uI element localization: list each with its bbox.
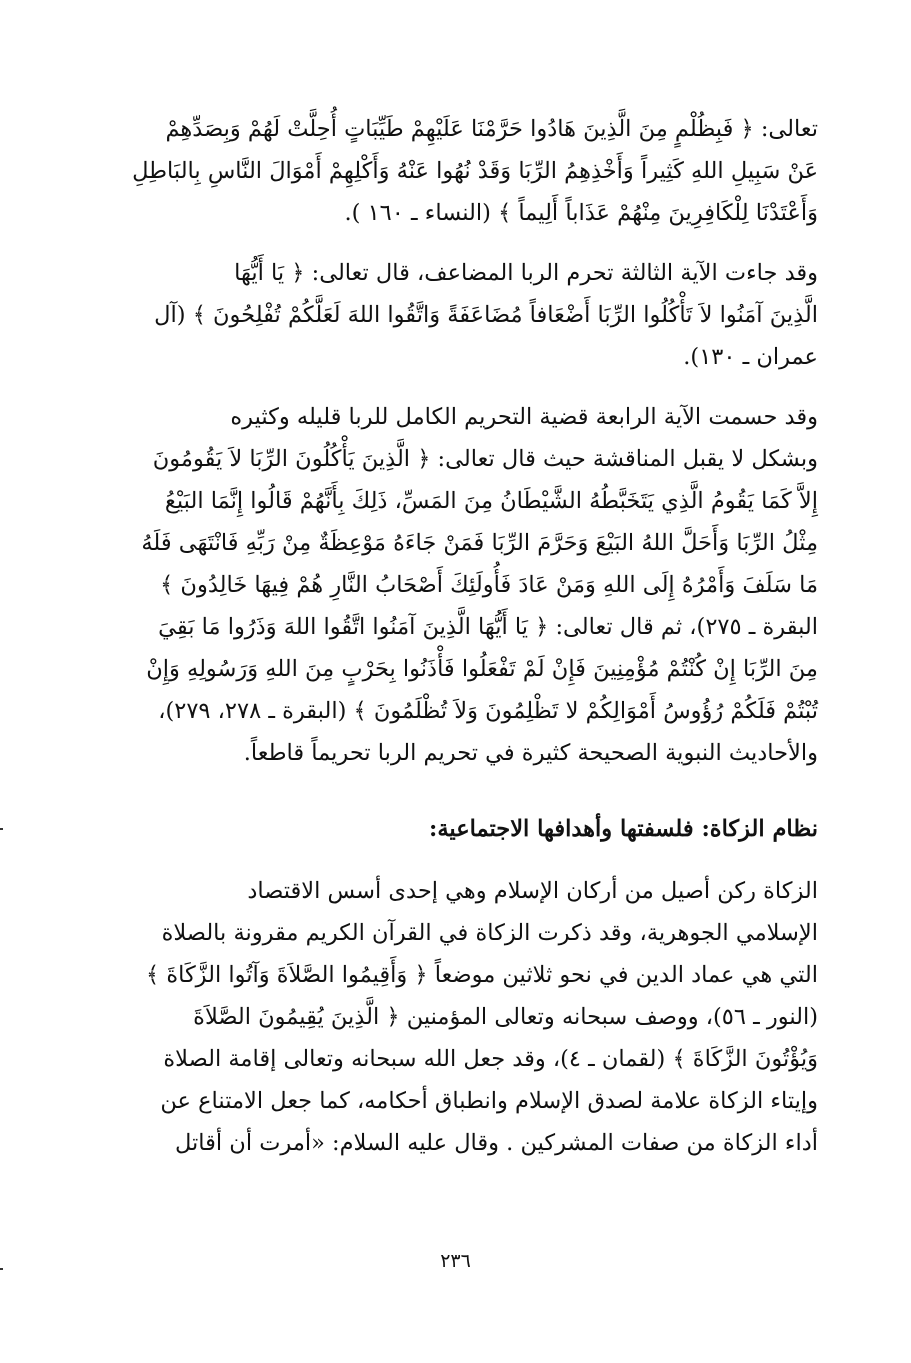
scan-margin-mark: [0, 1268, 3, 1270]
text-line: البقرة ـ ٢٧٥)، ثم قال تعالى: ﴿ يَا أَيُّهَا الَّذِينَ آمَنُوا اتَّقُوا اللهَ وَذَرُوا مَا بَقِيَ: [158, 614, 818, 640]
text-line: الَّذِينَ آمَنُوا لاَ تَأْكُلُوا الرِّبَا أَضْعَافاً مُضَاعَفَةً وَاتَّقُوا اللهَ لَعَلَّكُمْ تُفْلِحُونَ ﴾ (آل: [154, 302, 818, 328]
paragraph-1: [118, 108, 818, 234]
text-line: عمران ـ ١٣٠).: [683, 344, 818, 370]
text-line: (النور ـ ٥٦)، ووصف سبحانه وتعالى المؤمنين ﴿ الَّذِينَ يُقِيمُونَ الصَّلاَةَ: [193, 1004, 818, 1030]
text-line: إِلاَّ كَمَا يَقُومُ الَّذِي يَتَخَبَّطُهُ الشَّيْطَانُ مِنَ المَسِّ، ذَلِكَ بِأَنَّهُمْ قَالُوا إِنَّمَا البَيْعُ: [164, 488, 818, 514]
text-line: التي هي عماد الدين في نحو ثلاثين موضعاً ﴿ وَأَقِيمُوا الصَّلاَةَ وَآتُوا الزَّكَاةَ ﴾: [145, 962, 818, 988]
text-line: تعالى: ﴿ فَبِظُلْمٍ مِنَ الَّذِينَ هَادُوا حَرَّمْنَا عَلَيْهِمْ طَيِّبَاتٍ أُحِلَّتْ لَهُمْ وَبِصَدِّهِمْ: [165, 116, 818, 142]
page-body: [118, 108, 818, 1164]
page-number: ٢٣٦: [440, 1250, 471, 1272]
text-line: الإسلامي الجوهرية، وقد ذكرت الزكاة في القرآن الكريم مقرونة بالصلاة: [161, 920, 818, 946]
text-line: مِثْلُ الرِّبَا وَأَحَلَّ اللهُ البَيْعَ وَحَرَّمَ الرِّبَا فَمَنْ جَاءَهُ مَوْعِظَةٌ مِنْ رَبِّهِ فَانْتَهَى فَلَهُ: [141, 530, 818, 556]
text-line: مَا سَلَفَ وَأَمْرُهُ إِلَى اللهِ وَمَنْ عَادَ فَأُولَئِكَ أَصْحَابُ النَّارِ هُمْ فِيهَا خَالِدُونَ ﴾: [160, 572, 818, 598]
text-line: أداء الزكاة من صفات المشركين . وقال عليه السلام: «أمرت أن أقاتل: [174, 1130, 818, 1156]
text-line: وإيتاء الزكاة علامة لصدق الإسلام وانطباق أحكامه، كما جعل الامتناع عن: [160, 1088, 818, 1114]
text-line: وَيُؤْتُونَ الزَّكَاةَ ﴾ (لقمان ـ ٤)، وقد جعل الله سبحانه وتعالى إقامة الصلاة: [163, 1046, 818, 1072]
paragraph-zakat: [118, 870, 818, 1164]
text-line: وقد جاءت الآية الثالثة تحرم الربا المضاعف، قال تعالى: ﴿ يَا أَيُّهَا: [234, 260, 818, 286]
text-line: تُبْتُمْ فَلَكُمْ رُؤُوسُ أَمْوَالِكُمْ لا تَظْلِمُونَ وَلاَ تُظْلَمُونَ ﴾ (البقرة ـ ٢٧٨، ٢٧٩)،: [158, 698, 818, 724]
scan-margin-mark: [0, 828, 3, 830]
text-line: مِنَ الرِّبَا إِنْ كُنْتُمْ مُؤْمِنِينَ فَإِنْ لَمْ تَفْعَلُوا فَأْذَنُوا بِحَرْبٍ مِنَ اللهِ وَرَسُولِهِ وَإِنْ: [146, 656, 818, 682]
text-line: والأحاديث النبوية الصحيحة كثيرة في تحريم الربا تحريماً قاطعاً.: [243, 740, 818, 766]
text-line: وبشكل لا يقبل المناقشة حيث قال تعالى: ﴿ الَّذِينَ يَأْكُلُونَ الرِّبَا لاَ يَقُومُونَ: [152, 446, 818, 472]
section-heading: نظام الزكاة: فلسفتها وأهدافها الاجتماعية:: [429, 816, 818, 842]
text-line: عَنْ سَبِيلِ اللهِ كَثِيراً وَأَخْذِهِمُ الرِّبَا وَقَدْ نُهُوا عَنْهُ وَأَكْلِهِمْ أَمْوَالَ النَّاسِ بِالبَاطِلِ: [132, 158, 818, 184]
paragraph-3: [118, 396, 818, 774]
text-line: الزكاة ركن أصيل من أركان الإسلام وهي إحدى أسس الاقتصاد: [247, 878, 818, 904]
paragraph-2: [118, 252, 818, 378]
text-line: وقد حسمت الآية الرابعة قضية التحريم الكامل للربا قليله وكثيره: [230, 404, 818, 430]
text-line: وَأَعْتَدْنَا لِلْكَافِرِينَ مِنْهُمْ عَذَاباً أَلِيماً ﴾ (النساء ـ ١٦٠ ).: [344, 200, 818, 226]
